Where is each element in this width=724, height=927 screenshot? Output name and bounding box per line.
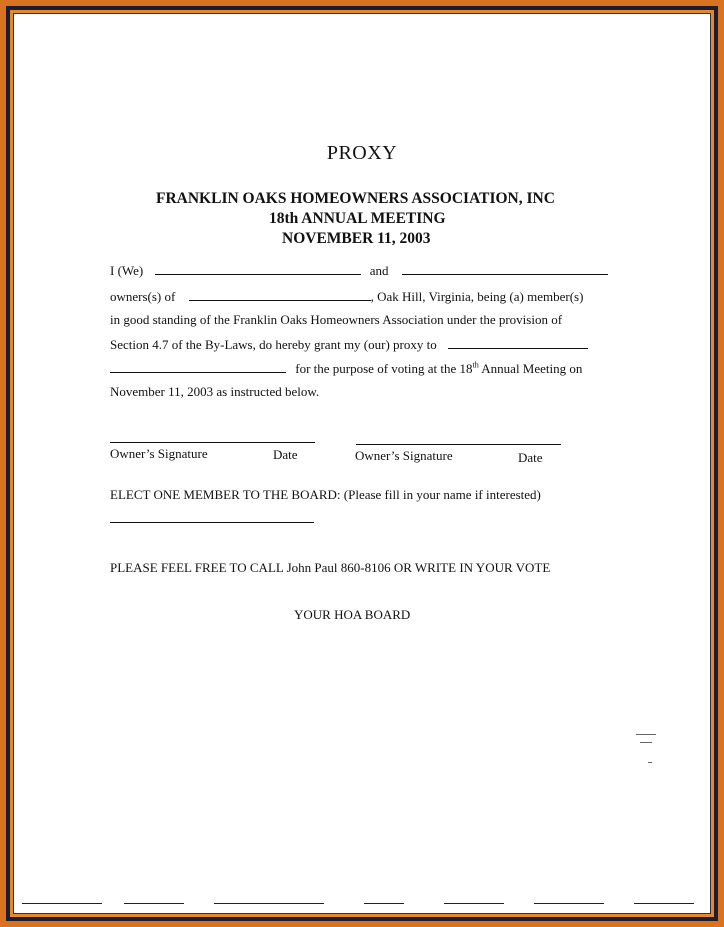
- document-title: PROXY: [326, 142, 398, 164]
- association-heading: FRANKLIN OAKS HOMEOWNERS ASSOCIATION, INC: [156, 190, 555, 207]
- grant-proxy-text: Section 4.7 of the By-Laws, do hereby grant my (our) proxy to: [110, 337, 437, 352]
- location-text: , Oak Hill, Virginia, being (a) member(s): [370, 289, 584, 304]
- owners-of-label: owners(s) of: [110, 289, 176, 304]
- meeting-heading: 18th ANNUAL MEETING: [269, 210, 446, 227]
- we-label: I (We): [110, 263, 144, 278]
- proxy-holder-field[interactable]: [448, 336, 588, 349]
- signature-line-2[interactable]: [356, 444, 561, 445]
- proxy-line-6: November 11, 2003 as instructed below.: [110, 384, 320, 399]
- scan-edge-line: [534, 903, 604, 904]
- owner-name-2-field[interactable]: [402, 262, 608, 275]
- scan-edge-line: [364, 903, 404, 904]
- frame-orange-border: [10, 10, 714, 917]
- call-instructions-text: PLEASE FEEL FREE TO CALL John Paul 860-8106 OR WRITE IN YOUR VOTE: [110, 560, 551, 575]
- scan-edge-line: [214, 903, 324, 904]
- property-address-field[interactable]: [189, 288, 371, 301]
- proxy-line-4: [110, 336, 588, 353]
- scan-mark: [648, 762, 652, 763]
- scan-mark: [640, 742, 652, 743]
- board-candidate-field[interactable]: [110, 522, 314, 523]
- proxy-line-2: [110, 288, 583, 305]
- scan-edge-line: [634, 903, 694, 904]
- signature-line-1[interactable]: [110, 442, 315, 443]
- elect-board-member-text: ELECT ONE MEMBER TO THE BOARD: (Please fill in your name if interested): [110, 487, 541, 502]
- purpose-text-b: Annual Meeting on: [478, 361, 583, 376]
- hoa-board-signoff: YOUR HOA BOARD: [294, 607, 411, 622]
- meeting-date-heading: NOVEMBER 11, 2003: [282, 230, 431, 247]
- proxy-line-1: [110, 262, 608, 279]
- ordinal-suffix: th: [472, 360, 479, 370]
- scan-edge-line: [124, 903, 184, 904]
- signature-1-date-label: Date: [273, 447, 298, 462]
- purpose-text-a: for the purpose of voting at the 18: [295, 361, 473, 376]
- proxy-line-5: [110, 360, 582, 377]
- signature-2-date-label: Date: [518, 450, 543, 465]
- proxy-holder-continued-field[interactable]: [110, 360, 286, 373]
- owner-name-1-field[interactable]: [155, 262, 361, 275]
- signature-2-label: Owner’s Signature: [355, 448, 453, 463]
- document-page: [13, 13, 711, 914]
- and-label: and: [369, 263, 389, 278]
- scan-edge-line: [22, 903, 102, 904]
- proxy-line-3: in good standing of the Franklin Oaks Homeowners Association under the provision of: [110, 312, 563, 327]
- frame-dark-border: [6, 6, 718, 921]
- scan-mark: [636, 734, 656, 735]
- scan-edge-line: [444, 903, 504, 904]
- signature-1-label: Owner’s Signature: [110, 446, 208, 461]
